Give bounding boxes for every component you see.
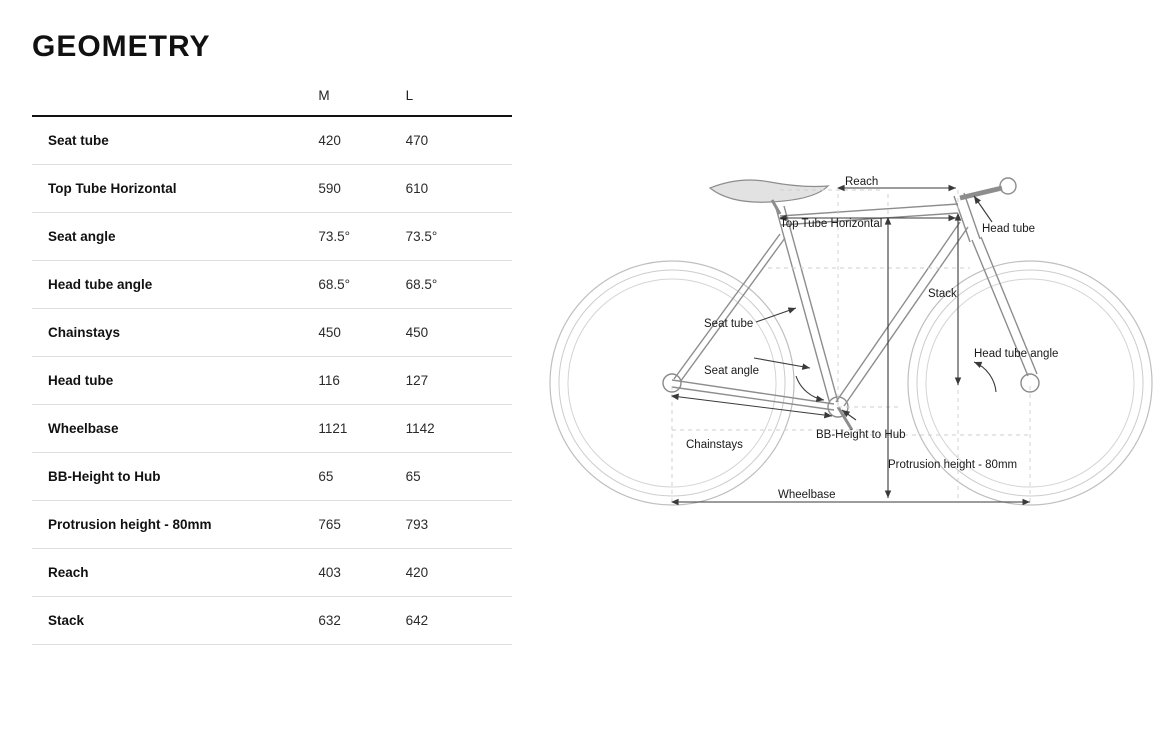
row-label: BB-Height to Hub: [48, 469, 161, 484]
row-label: Head tube angle: [48, 277, 153, 292]
label-top-tube-horizontal: Top Tube Horizontal: [780, 218, 883, 230]
bicycle-geometry-diagram: [540, 130, 1160, 550]
dimension-arrows: [672, 188, 1030, 502]
row-value-m: 590: [318, 181, 341, 196]
row-value-l: 73.5°: [405, 229, 438, 244]
label-seat-tube: Seat tube: [704, 318, 754, 330]
table-row: [32, 501, 512, 549]
row-value-l: 68.5°: [405, 277, 438, 292]
geometry-table: [32, 88, 512, 645]
label-head-tube-angle: Head tube angle: [974, 348, 1059, 360]
row-label: Stack: [48, 613, 85, 628]
table-header: [32, 88, 512, 116]
table-row: [32, 309, 512, 357]
column-header-m: M: [318, 88, 330, 103]
row-value-l: 420: [405, 565, 429, 580]
row-value-m: 450: [318, 325, 341, 340]
row-label: Protrusion height - 80mm: [48, 517, 212, 532]
row-value-l: 793: [405, 517, 429, 532]
label-protrusion-height: Protrusion height - 80mm: [888, 459, 1018, 471]
table-row: [32, 597, 512, 645]
label-bb-height-to-hub: BB-Height to Hub: [816, 429, 906, 441]
row-label: Top Tube Horizontal: [48, 181, 177, 196]
row-value-m: 632: [318, 613, 341, 628]
row-value-l: 127: [405, 373, 429, 388]
label-stack: Stack: [928, 288, 957, 300]
row-label: Seat angle: [48, 229, 116, 244]
row-value-l: 1142: [405, 421, 435, 436]
row-value-l: 610: [405, 181, 429, 196]
table-row: [32, 357, 512, 405]
row-value-m: 73.5°: [318, 229, 351, 244]
label-chainstays: Chainstays: [686, 439, 743, 451]
table-row: [32, 261, 512, 309]
table-row: [32, 453, 512, 501]
table-header-row: [32, 88, 512, 116]
crank-icon: [838, 407, 852, 430]
row-value-l: 65: [405, 469, 421, 484]
row-value-m: 1121: [318, 421, 348, 436]
label-reach: Reach: [845, 176, 879, 188]
table-row: [32, 165, 512, 213]
page-title: GEOMETRY: [32, 30, 211, 63]
table-body: [32, 116, 512, 645]
row-value-l: 642: [405, 613, 429, 628]
row-value-l: 450: [405, 325, 429, 340]
label-head-tube: Head tube: [982, 223, 1036, 235]
row-value-l: 470: [405, 133, 429, 148]
column-header-l: L: [405, 88, 414, 103]
table-row: [32, 116, 512, 165]
row-value-m: 420: [318, 133, 341, 148]
row-value-m: 116: [318, 373, 340, 388]
column-header-attribute: [32, 88, 318, 116]
row-label: Head tube: [48, 373, 114, 388]
row-label: Wheelbase: [48, 421, 119, 436]
row-value-m: 65: [318, 469, 334, 484]
row-label: Reach: [48, 565, 89, 580]
row-value-m: 765: [318, 517, 341, 532]
label-seat-angle: Seat angle: [704, 365, 759, 377]
handlebar-icon: [960, 178, 1016, 198]
row-value-m: 68.5°: [318, 277, 351, 292]
table-row: [32, 405, 512, 453]
table-row: [32, 549, 512, 597]
label-wheelbase: Wheelbase: [778, 489, 836, 501]
row-label: Seat tube: [48, 133, 109, 148]
row-value-m: 403: [318, 565, 341, 580]
saddle-icon: [710, 180, 828, 214]
guide-lines: [672, 190, 1030, 502]
table-row: [32, 213, 512, 261]
row-label: Chainstays: [48, 325, 121, 340]
